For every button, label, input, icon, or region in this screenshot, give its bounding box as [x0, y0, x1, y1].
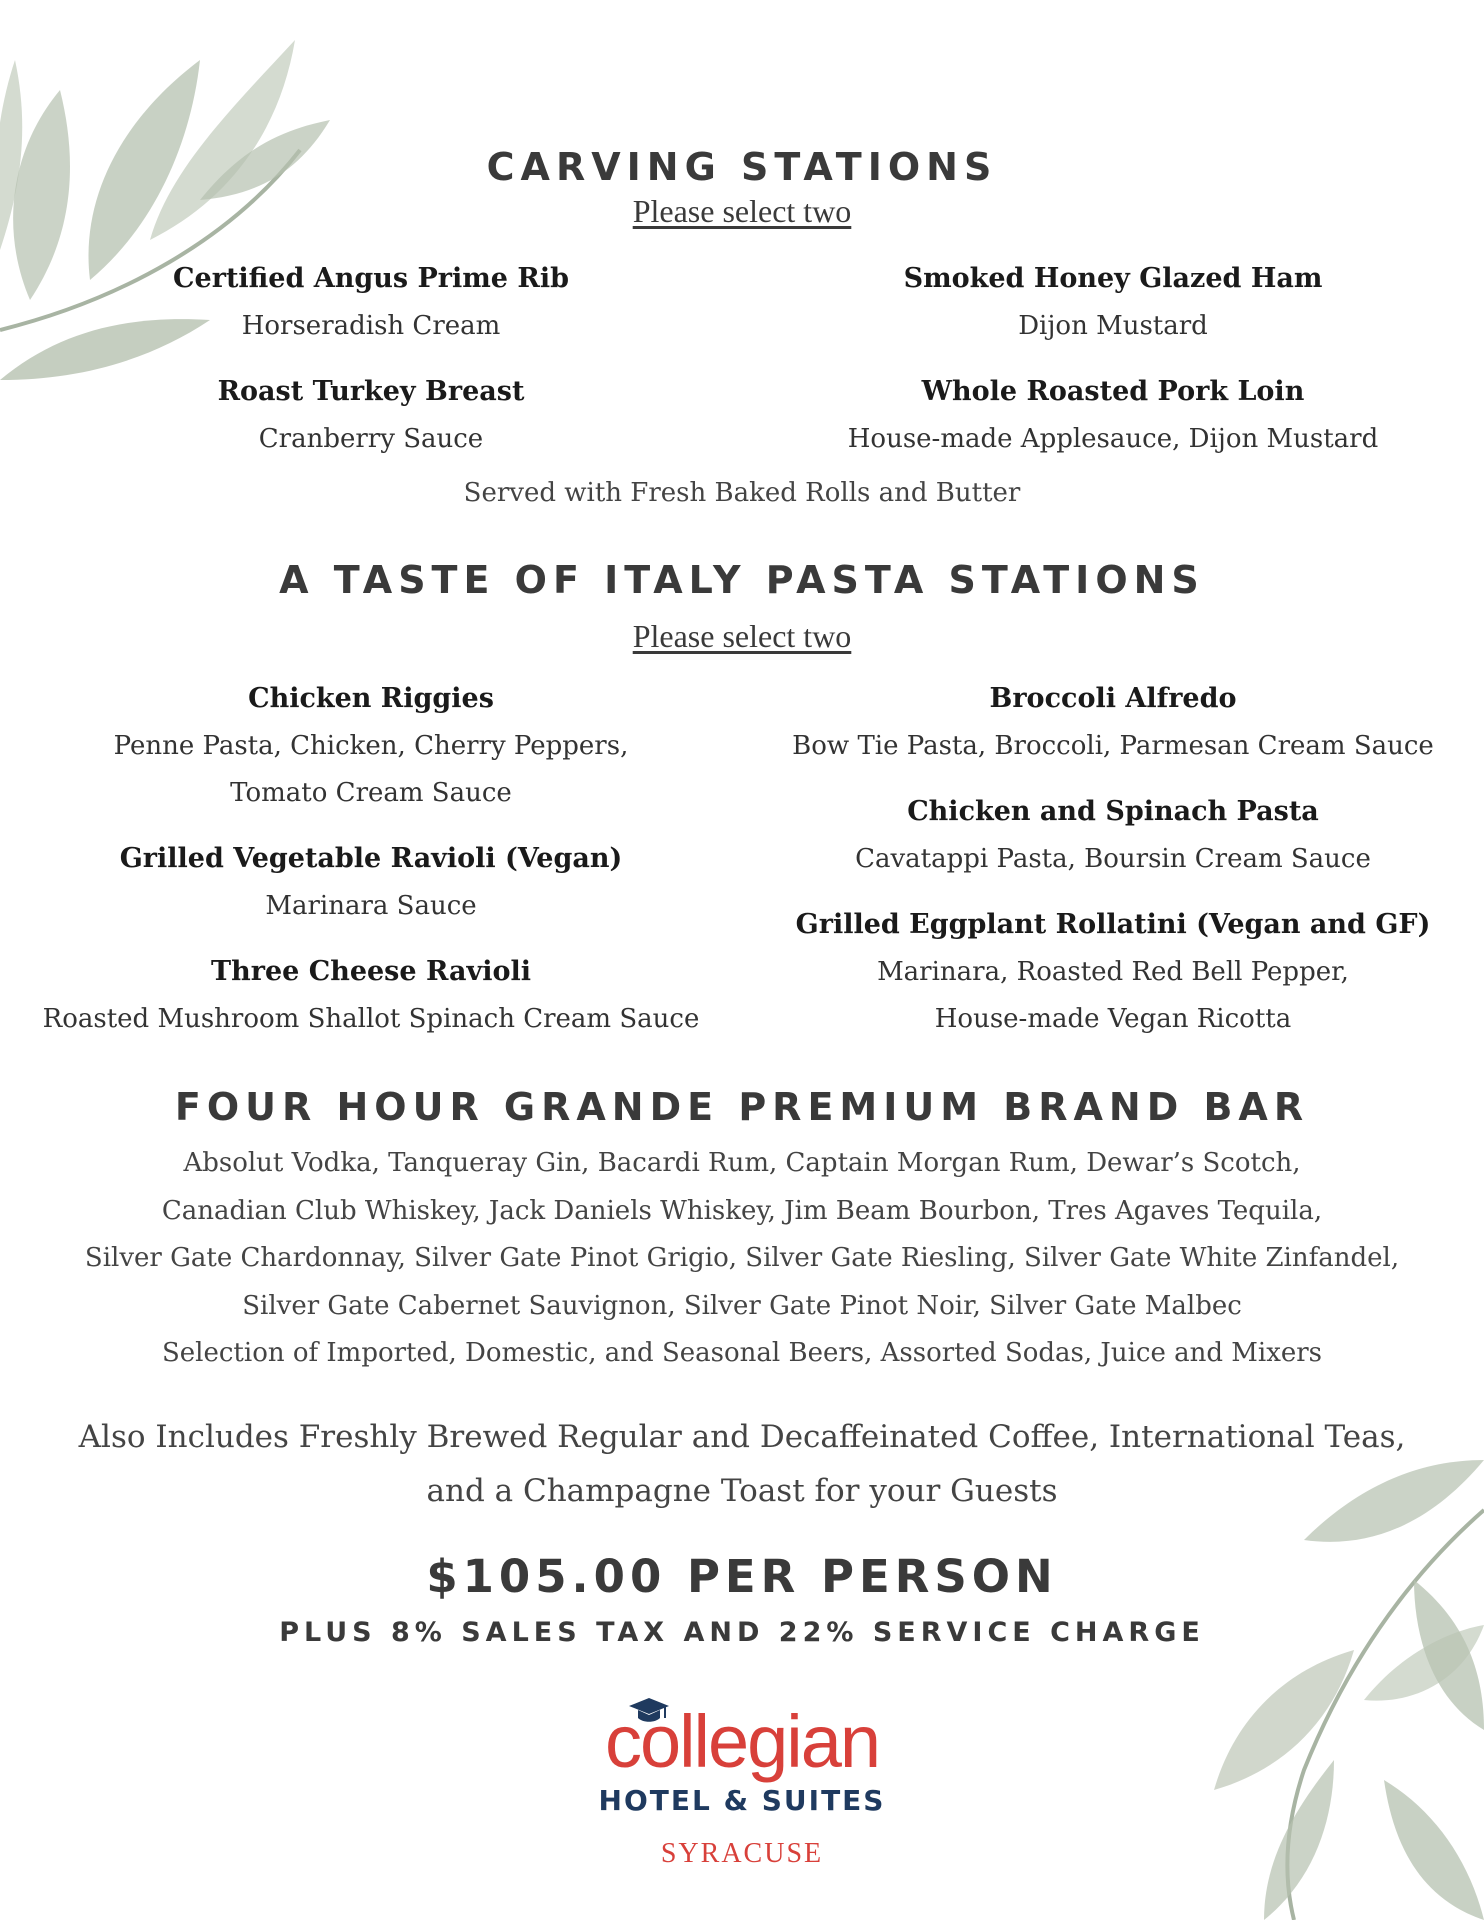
includes-line: Also Includes Freshly Brewed Regular and Decaffeinated Coffee, International Teas,	[78, 1419, 1406, 1455]
menu-item	[742, 675, 1484, 770]
item-name: Chicken and Spinach Pasta	[907, 796, 1319, 827]
item-name: Roast Turkey Breast	[217, 376, 525, 407]
includes-line: and a Champagne Toast for your Guests	[426, 1473, 1058, 1509]
item-name: Grilled Eggplant Rollatini (Vegan and GF)	[795, 909, 1431, 940]
logo-brand: collegian	[604, 1700, 880, 1783]
item-name: Chicken Riggies	[248, 683, 494, 714]
item-desc: Cavatappi Pasta, Boursin Cream Sauce	[855, 844, 1371, 874]
menu-item	[0, 255, 742, 350]
menu-item	[0, 948, 742, 1043]
carving-title: CARVING STATIONS	[486, 145, 998, 189]
price: $105.00 PER PERSON	[426, 1550, 1058, 1603]
item-name: Smoked Honey Glazed Ham	[903, 263, 1323, 294]
carving-note: Served with Fresh Baked Rolls and Butter	[463, 478, 1021, 508]
pasta-left-column	[0, 675, 742, 1043]
item-desc: House-made Applesauce, Dijon Mustard	[847, 424, 1379, 454]
item-desc: Marinara Sauce	[265, 891, 477, 921]
menu-item	[0, 675, 742, 817]
menu-item	[742, 788, 1484, 883]
carving-left-column	[0, 255, 742, 463]
leaf-decoration-bottom-right	[1184, 1450, 1484, 1920]
pasta-title: A TASTE OF ITALY PASTA STATIONS	[279, 558, 1205, 602]
item-desc: Roasted Mushroom Shallot Spinach Cream Sauce	[42, 1004, 700, 1034]
logo-tagline: HOTEL & SUITES	[598, 1784, 886, 1817]
item-name: Three Cheese Ravioli	[211, 956, 531, 987]
item-name: Grilled Vegetable Ravioli (Vegan)	[119, 843, 623, 874]
menu-item	[0, 835, 742, 930]
bar-line: Silver Gate Cabernet Sauvignon, Silver Gate Pinot Noir, Silver Gate Malbec	[242, 1290, 1242, 1321]
logo-city: SYRACUSE	[660, 1838, 824, 1869]
menu-item	[742, 255, 1484, 350]
bar-line: Canadian Club Whiskey, Jack Daniels Whiskey, Jim Beam Bourbon, Tres Agaves Tequila,	[161, 1195, 1323, 1226]
includes-text	[0, 1410, 1484, 1518]
bar-line: Selection of Imported, Domestic, and Seasonal Beers, Assorted Sodas, Juice and Mixers	[161, 1338, 1323, 1368]
item-desc: Marinara, Roasted Red Bell Pepper, House-made Vegan Ricotta	[877, 957, 1349, 1034]
carving-right-column	[742, 255, 1484, 463]
menu-item	[742, 901, 1484, 1043]
item-desc: Horseradish Cream	[241, 311, 501, 341]
item-desc: Penne Pasta, Chicken, Cherry Peppers, Tomato Cream Sauce	[113, 731, 629, 808]
item-name: Whole Roasted Pork Loin	[921, 376, 1305, 407]
item-name: Certified Angus Prime Rib	[173, 263, 569, 294]
pasta-right-column	[742, 675, 1484, 1043]
menu-item	[0, 368, 742, 463]
item-desc: Dijon Mustard	[1018, 311, 1208, 341]
price-fees: PLUS 8% SALES TAX AND 22% SERVICE CHARGE	[279, 1617, 1205, 1648]
bar-line: Absolut Vodka, Tanqueray Gin, Bacardi Rum, Captain Morgan Rum, Dewar’s Scotch,	[183, 1148, 1301, 1178]
menu-item	[742, 368, 1484, 463]
item-desc: Bow Tie Pasta, Broccoli, Parmesan Cream Sauce	[792, 731, 1434, 761]
carving-subtitle: Please select two	[632, 193, 852, 229]
bar-line: Silver Gate Chardonnay, Silver Gate Pinot Grigio, Silver Gate Riesling, Silver Gate White Zinfandel,	[84, 1243, 1400, 1273]
collegian-logo	[542, 1692, 942, 1912]
bar-title: FOUR HOUR GRANDE PREMIUM BRAND BAR	[174, 1085, 1310, 1129]
bar-list	[0, 1140, 1484, 1378]
item-name: Broccoli Alfredo	[989, 683, 1237, 714]
pasta-subtitle: Please select two	[632, 618, 852, 654]
item-desc: Cranberry Sauce	[258, 424, 484, 454]
